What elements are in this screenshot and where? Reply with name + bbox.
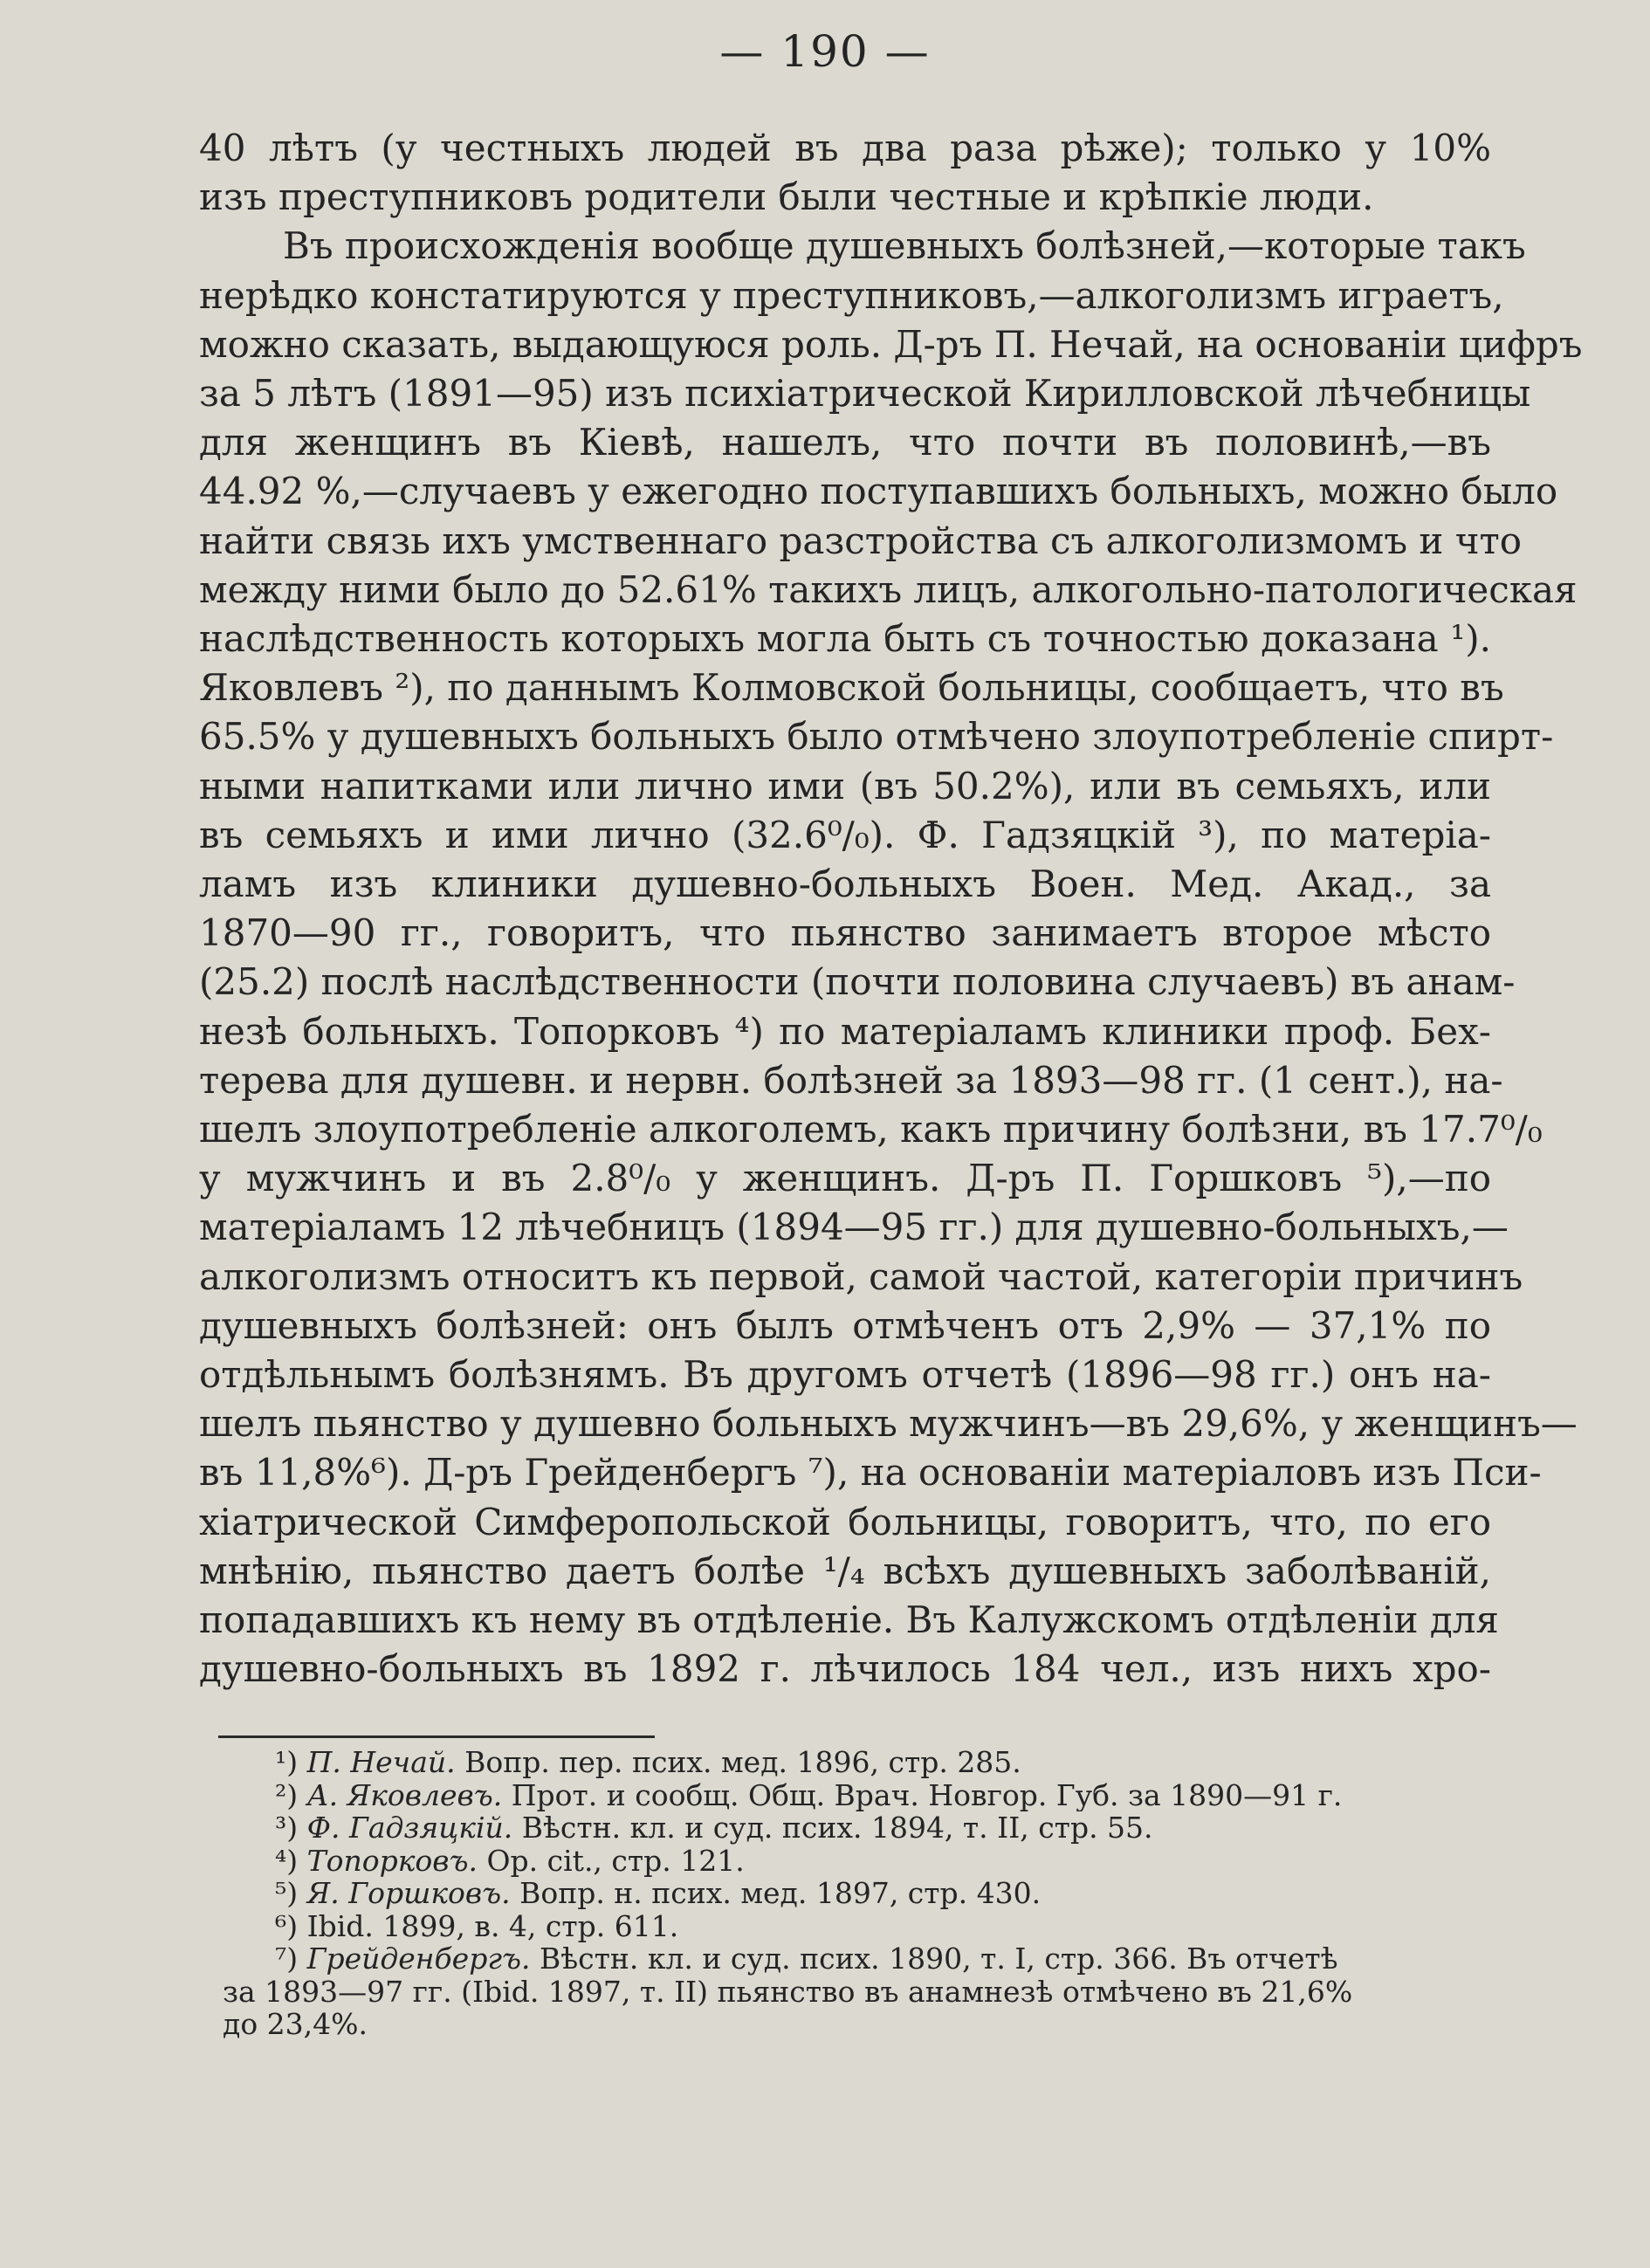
footnote-mark: ²)	[275, 1778, 307, 1811]
footnote-separator	[218, 1735, 655, 1738]
footnote-author: Грейденбергъ.	[306, 1942, 540, 1976]
text-line: ными напитками или лично ими (въ 50.2%), или въ семьяхъ, или	[199, 764, 1491, 808]
footnote	[223, 2008, 1497, 2041]
footnote-mark: ⁶)	[275, 1909, 307, 1942]
text-line: терева для душевн. и нервн. болѣзней за 1893—98 гг. (1 сент.), на-	[199, 1058, 1503, 1102]
text-line: (25.2) послѣ наслѣдственности (почти половина случаевъ) въ анам-	[199, 960, 1516, 1004]
footnote-text: Op. cit., стр. 121.	[486, 1844, 745, 1877]
text-line: въ 11,8%⁶). Д-ръ Грейденбергъ ⁷), на основаніи матеріаловъ изъ Пси-	[199, 1451, 1542, 1495]
text-line: 40 лѣтъ (у честныхъ людей въ два раза рѣже); только у 10%	[199, 127, 1491, 169]
footnote-author: Ф. Гадзяцкій.	[306, 1811, 522, 1845]
footnote-text: до 23,4%.	[223, 2008, 368, 2041]
footnote	[223, 1845, 1497, 1878]
text-line: наслѣдственность которыхъ могла быть съ точностью доказана ¹).	[199, 617, 1491, 661]
footnote	[223, 1877, 1497, 1910]
footnote-author: Я. Горшковъ.	[306, 1877, 520, 1910]
text-line: нерѣдко констатируются у преступниковъ,—алкоголизмъ играетъ,	[199, 273, 1504, 317]
footnote-mark: ³)	[275, 1811, 307, 1845]
footnote-text: Вопр. н. псих. мед. 1897, стр. 430.	[519, 1877, 1042, 1910]
footnote	[223, 1942, 1497, 1976]
text-line: Въ происхожденія вообще душевныхъ болѣзней,—которые такъ	[283, 224, 1526, 268]
footnote-mark: ⁷)	[275, 1942, 307, 1976]
text-line: въ семьяхъ и ими лично (32.6⁰/₀). Ф. Гадзяцкій ³), по матеріа-	[199, 813, 1491, 856]
footnote-author: А. Яковлевъ.	[306, 1778, 512, 1811]
footnote-mark: ⁵)	[275, 1877, 307, 1910]
footnote	[223, 1811, 1497, 1845]
footnote	[223, 1779, 1497, 1812]
body-text	[199, 124, 1583, 1694]
text-line: можно сказать, выдающуюся роль. Д-ръ П. Нечай, на основаніи цифръ	[199, 322, 1583, 366]
text-line: хіатрической Симферопольской больницы, говоритъ, что, по его	[199, 1500, 1491, 1543]
text-line: незѣ больныхъ. Топорковъ ⁴) по матеріаламъ клиники проф. Бех-	[199, 1009, 1491, 1053]
footnote	[223, 1976, 1497, 2009]
footnote-text: Прот. и сообщ. Общ. Врач. Новгор. Губ. за 1890—91 г.	[511, 1778, 1343, 1811]
footnote-mark: ¹)	[275, 1746, 307, 1779]
footnote-mark: ⁴)	[275, 1844, 307, 1877]
page-number: — 190 —	[719, 26, 931, 77]
text-line: у мужчинъ и въ 2.8⁰/₀ у женщинъ. Д-ръ П. Горшковъ ⁵),—по	[199, 1157, 1491, 1200]
footnote-text: Вѣстн. кл. и суд. псих. 1890, т. I, стр. 366. Въ отчетѣ	[539, 1942, 1338, 1976]
text-line: изъ преступниковъ родители были честные и крѣпкіе люди.	[199, 175, 1374, 219]
text-line: между ними было до 52.61% такихъ лицъ, алкогольно-патологическая	[199, 567, 1578, 611]
text-line: шелъ пьянство у душевно больныхъ мужчинъ—въ 29,6%, у женщинъ—	[199, 1402, 1578, 1446]
text-line: мнѣнію, пьянство даетъ болѣе ¹/₄ всѣхъ душевныхъ заболѣваній,	[199, 1549, 1491, 1592]
footnote-text: Вѣстн. кл. и суд. псих. 1894, т. II, стр. 55.	[521, 1811, 1153, 1845]
text-line: шелъ злоупотребленіе алкоголемъ, какъ причину болѣзни, въ 17.7⁰/₀	[199, 1108, 1543, 1151]
footnote-text: за 1893—97 гг. (Ibid. 1897, т. II) пьянство въ анамнезѣ отмѣчено въ 21,6%	[223, 1975, 1353, 2008]
text-line: ламъ изъ клиники душевно-больныхъ Воен. Мед. Акад., за	[199, 863, 1491, 906]
footnote-author: П. Нечай.	[306, 1746, 465, 1779]
text-line: для женщинъ въ Кіевѣ, нашелъ, что почти въ половинѣ,—въ	[199, 421, 1491, 464]
text-line: 65.5% у душевныхъ больныхъ было отмѣчено злоупотребленіе спирт-	[199, 715, 1554, 759]
footnote-text: Ibid. 1899, в. 4, стр. 611.	[306, 1909, 679, 1942]
text-line: алкоголизмъ относитъ къ первой, самой частой, категоріи причинъ	[199, 1254, 1523, 1298]
text-line: 44.92 %,—случаевъ у ежегодно поступавшихъ больныхъ, можно было	[199, 470, 1558, 513]
text-line: Яковлевъ ²), по даннымъ Колмовской больницы, сообщаетъ, что въ	[199, 666, 1504, 710]
text-line: отдѣльнымъ болѣзнямъ. Въ другомъ отчетѣ (1896—98 гг.) онъ на-	[199, 1353, 1491, 1397]
text-line: душевныхъ болѣзней: онъ былъ отмѣченъ отъ 2,9% — 37,1% по	[199, 1303, 1491, 1347]
text-line: найти связь ихъ умственнаго разстройства съ алкоголизмомъ и что	[199, 519, 1523, 562]
text-line: за 5 лѣтъ (1891—95) изъ психіатрической Кирилловской лѣчебницы	[199, 372, 1531, 416]
text-line: попадавшихъ къ нему въ отдѣленіе. Въ Калужскомъ отдѣленіи для	[199, 1598, 1499, 1642]
footnote-text: Вопр. пер. псих. мед. 1896, стр. 285.	[464, 1746, 1021, 1779]
text-line: 1870—90 гг., говоритъ, что пьянство занимаетъ второе мѣсто	[199, 911, 1491, 955]
footnotes	[223, 1746, 1497, 2041]
footnote-author: Топорковъ.	[306, 1844, 487, 1877]
footnote	[223, 1910, 1497, 1943]
footnote	[223, 1746, 1497, 1779]
text-line: душевно-больныхъ въ 1892 г. лѣчилось 184 чел., изъ нихъ хро-	[199, 1647, 1491, 1691]
text-line: матеріаламъ 12 лѣчебницъ (1894—95 гг.) для душевно-больныхъ,—	[199, 1206, 1509, 1249]
